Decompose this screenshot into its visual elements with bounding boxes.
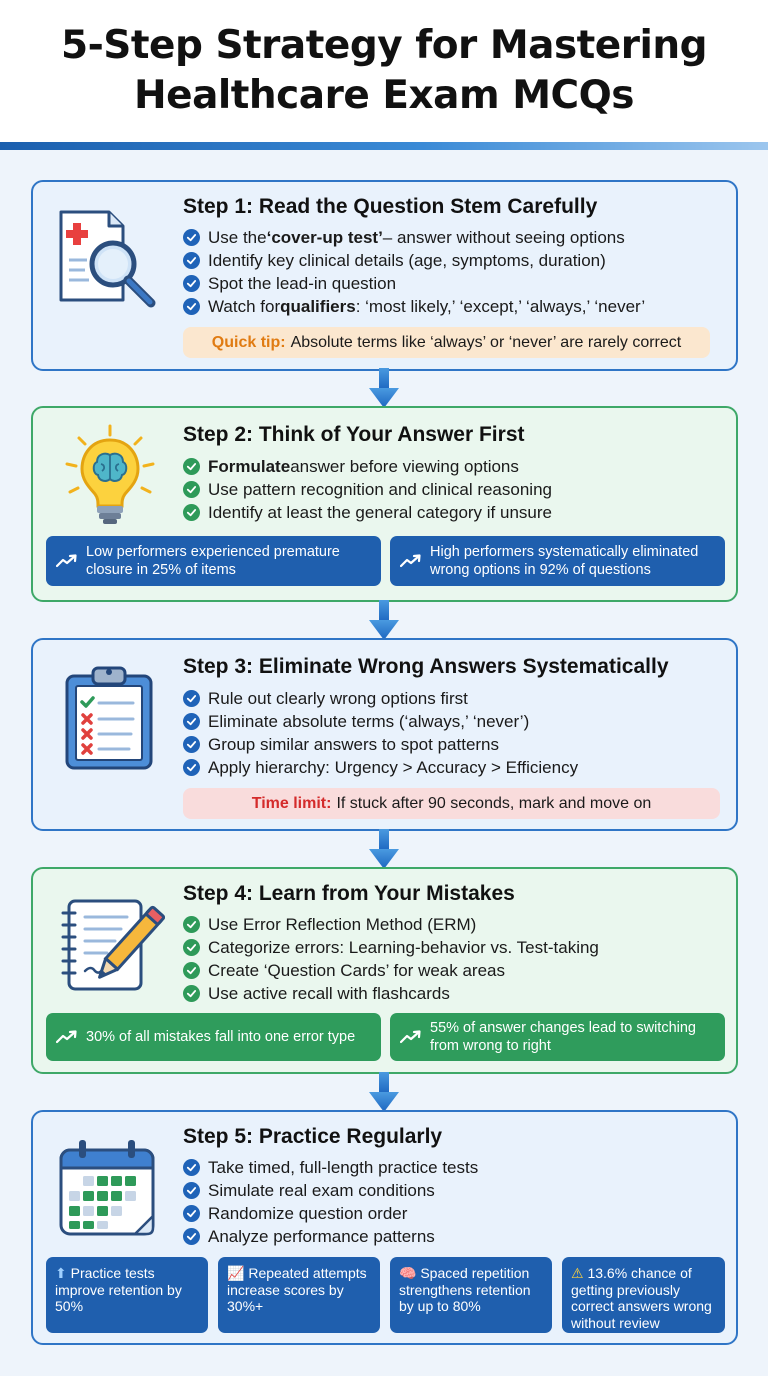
check-icon <box>183 1182 200 1199</box>
check-icon <box>183 275 200 292</box>
list-item: Analyze performance patterns <box>183 1225 478 1248</box>
list-item: Use the ‘cover-up test’ – answer without seeing options <box>183 226 645 249</box>
time-limit-banner <box>183 788 720 819</box>
list-item: Identify key clinical details (age, symptoms, duration) <box>183 249 645 272</box>
check-icon <box>183 229 200 246</box>
step-1-card <box>31 180 738 371</box>
trend-up-icon <box>400 553 422 569</box>
check-icon <box>183 504 200 521</box>
brain-icon: 🧠 <box>399 1265 421 1281</box>
list-item: Randomize question order <box>183 1202 478 1225</box>
check-icon <box>183 458 200 475</box>
quick-tip-banner <box>183 327 710 358</box>
check-icon <box>183 736 200 753</box>
title-line-1: 5-Step Strategy for Mastering <box>60 23 708 68</box>
check-icon <box>183 713 200 730</box>
step-2-title: Step 2: Think of Your Answer First <box>183 423 525 446</box>
notebook-pencil-icon <box>55 891 165 1001</box>
step-4-title: Step 4: Learn from Your Mistakes <box>183 882 515 905</box>
quick-tip-label: Quick tip: <box>211 333 286 351</box>
check-icon <box>183 481 200 498</box>
trend-up-icon <box>56 553 78 569</box>
stat-badge: 📈 Repeated attempts increase scores by 30%+ <box>218 1257 380 1333</box>
time-limit-text: If stuck after 90 seconds, mark and move on <box>336 794 652 812</box>
check-icon <box>183 1205 200 1222</box>
stat-badge: High performers systematically eliminated wrong options in 92% of questions <box>390 536 725 586</box>
list-item: Identify at least the general category if unsure <box>183 501 552 524</box>
list-item: Rule out clearly wrong options first <box>183 687 578 710</box>
warning-icon: ⚠ <box>571 1265 588 1281</box>
step-3-bullets <box>183 687 578 779</box>
check-icon <box>183 1228 200 1245</box>
list-item: Formulate answer before viewing options <box>183 455 552 478</box>
check-icon <box>183 985 200 1002</box>
check-icon <box>183 690 200 707</box>
list-item: Use active recall with flashcards <box>183 982 599 1005</box>
up-arrow-icon: ⬆ <box>55 1265 71 1281</box>
trend-up-icon <box>56 1029 78 1045</box>
step-2-bullets <box>183 455 552 524</box>
list-item: Apply hierarchy: Urgency > Accuracy > Efficiency <box>183 756 578 779</box>
header-gradient-bar <box>0 142 768 150</box>
step-4-card <box>31 867 738 1074</box>
step-3-title: Step 3: Eliminate Wrong Answers Systematically <box>183 655 669 678</box>
header <box>0 0 768 142</box>
calendar-checks-icon <box>55 1136 165 1246</box>
trend-up-icon <box>400 1029 422 1045</box>
list-item: Categorize errors: Learning-behavior vs. Test-taking <box>183 936 599 959</box>
lightbulb-brain-icon <box>55 422 165 532</box>
list-item: Create ‘Question Cards’ for weak areas <box>183 959 599 982</box>
check-icon <box>183 916 200 933</box>
chart-increasing-icon: 📈 <box>227 1265 249 1281</box>
step-3-card <box>31 638 738 831</box>
title-line-2: Healthcare Exam MCQs <box>133 73 634 118</box>
quick-tip-text: Absolute terms like ‘always’ or ‘never’ are rarely correct <box>290 333 682 351</box>
step-2-card <box>31 406 738 602</box>
list-item: Take timed, full-length practice tests <box>183 1156 478 1179</box>
check-icon <box>183 939 200 956</box>
check-icon <box>183 759 200 776</box>
down-arrow-icon <box>367 600 401 642</box>
down-arrow-icon <box>367 368 401 410</box>
step-4-bullets <box>183 913 599 1005</box>
list-item: Watch for qualifiers : ‘most likely,’ ‘except,’ ‘always,’ ‘never’ <box>183 295 645 318</box>
stat-badge: Low performers experienced premature closure in 25% of items <box>46 536 381 586</box>
step-5-bullets <box>183 1156 478 1248</box>
stat-badge: 🧠 Spaced repetition strengthens retention by up to 80% <box>390 1257 552 1333</box>
list-item: Spot the lead-in question <box>183 272 645 295</box>
step-1-title: Step 1: Read the Question Stem Carefully <box>183 195 598 218</box>
list-item: Use pattern recognition and clinical reasoning <box>183 478 552 501</box>
list-item: Simulate real exam conditions <box>183 1179 478 1202</box>
list-item: Use Error Reflection Method (ERM) <box>183 913 599 936</box>
page-title <box>61 21 707 121</box>
list-item: Eliminate absolute terms (‘always,’ ‘never’) <box>183 710 578 733</box>
step-5-card <box>31 1110 738 1345</box>
down-arrow-icon <box>367 829 401 871</box>
clipboard-checklist-icon <box>55 662 165 772</box>
check-icon <box>183 298 200 315</box>
stat-badge: ⚠ 13.6% chance of getting previously correct answers wrong without review <box>562 1257 725 1333</box>
check-icon <box>183 1159 200 1176</box>
list-item: Group similar answers to spot patterns <box>183 733 578 756</box>
stat-badge: 55% of answer changes lead to switching from wrong to right <box>390 1013 725 1061</box>
check-icon <box>183 252 200 269</box>
step-5-title: Step 5: Practice Regularly <box>183 1125 443 1148</box>
check-icon <box>183 962 200 979</box>
time-limit-label: Time limit: <box>251 794 332 812</box>
down-arrow-icon <box>367 1072 401 1114</box>
stat-badge: 30% of all mistakes fall into one error type <box>46 1013 381 1061</box>
stat-badge: ⬆ Practice tests improve retention by 50% <box>46 1257 208 1333</box>
step-1-bullets <box>183 226 645 318</box>
document-magnifier-icon <box>55 204 165 314</box>
